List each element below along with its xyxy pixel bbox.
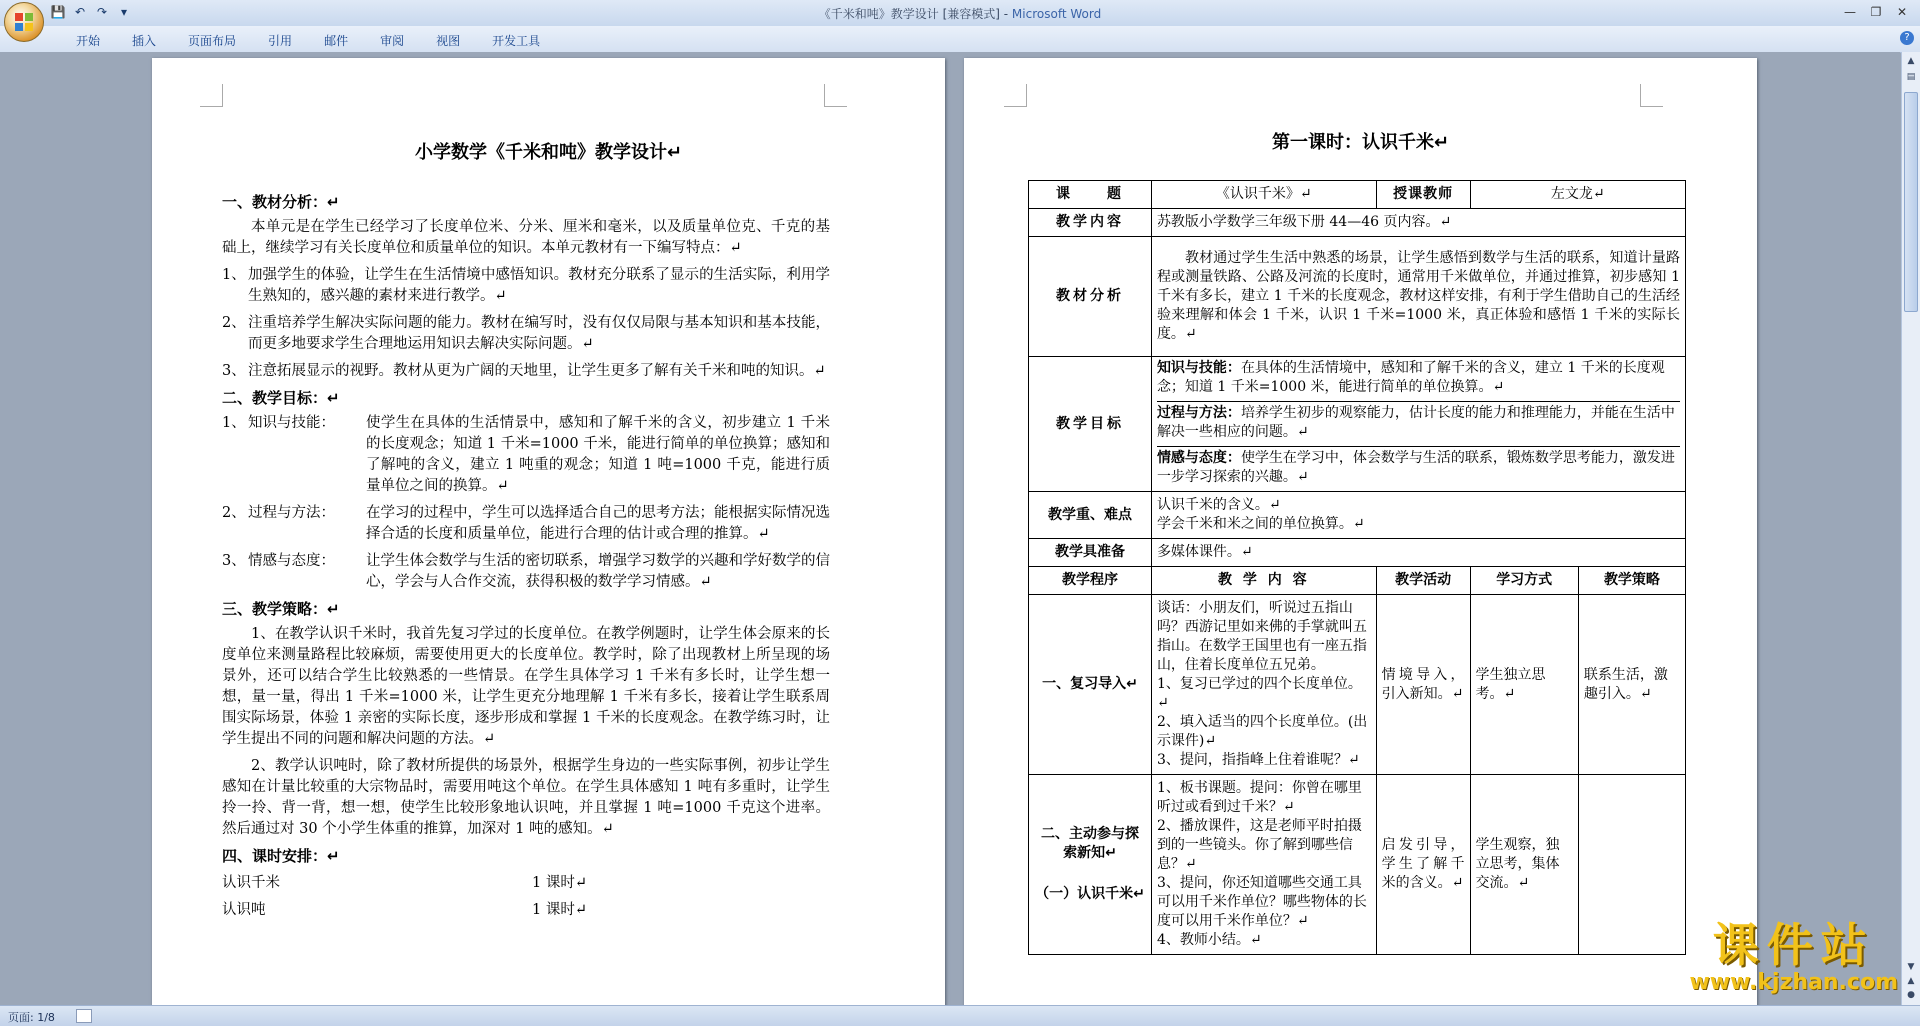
ribbon-tabs: [60, 30, 556, 51]
table-cell: 1、板书课题。提问：你曾在哪里听过或看到过千米？↵ 2、播放课件，这是老师平时拍摄到的一些镜头。你了解到哪些信息？↵ 3、提问，你还知道哪些交通工具可以用千米作单位？哪些物体的长度可以用千米作单位？↵ 4、教师小结。↵: [1151, 775, 1376, 955]
table-cell: [1578, 775, 1685, 955]
window-controls: [1838, 3, 1914, 21]
table-cell: 多媒体课件。↵: [1151, 539, 1685, 567]
table-row: [1029, 595, 1686, 775]
page-1-body[interactable]: [222, 186, 830, 921]
paragraph: 本单元是在学生已经学习了长度单位米、分米、厘米和毫米，以及质量单位克、千克的基础上，继续学习有关长度单位和质量单位的知识。本单元教材有一下编写特点：↵: [222, 219, 830, 256]
table-cell: 联系生活，激趣引入。↵: [1578, 595, 1685, 775]
table-row: [1029, 237, 1686, 357]
save-icon[interactable]: 💾: [50, 5, 66, 19]
tab-mailings[interactable]: 邮件: [324, 34, 349, 48]
table-cell: 教学程序: [1029, 567, 1152, 595]
table-row: [1029, 775, 1686, 955]
table-cell: 谈话：小朋友们，听说过五指山吗？西游记里如来佛的手掌就叫五指山。在数学王国里也有一座五指山，住着长度单位五兄弟。 1、复习已学过的四个长度单位。↵ 2、填入适当的四个长度单位。(出示课件)↵ 3、提问，指指峰上住着谁呢？↵: [1151, 595, 1376, 775]
lesson-plan-table[interactable]: [1028, 180, 1686, 955]
page-indicator[interactable]: 页面: 1/8: [8, 1011, 55, 1024]
ribbon: [0, 26, 1920, 53]
table-cell: 情境导入，引入新知。↵: [1376, 595, 1470, 775]
table-row: [1029, 567, 1686, 595]
list-item: 3、 注意拓展显示的视野。教材从更为广阔的天地里，让学生更多了解有关千米和吨的知识。↵: [222, 363, 826, 379]
table-cell: 教材分析: [1029, 237, 1152, 357]
table-row: [1029, 209, 1686, 237]
list-item: 2、 过程与方法： 在学习的过程中，学生可以选择适合自己的思考方法；能根据实际情况选择合适的长度和质量单位，能进行合理的估计或合理的推算。↵: [222, 505, 830, 542]
vertical-scrollbar[interactable]: [1901, 52, 1920, 1005]
table-row: [1029, 539, 1686, 567]
table-cell: 教 学 内 容: [1151, 567, 1376, 595]
section-heading: 三、教学策略：↵: [222, 600, 340, 618]
proofing-icon[interactable]: [76, 1009, 92, 1023]
margin-mark: [824, 84, 847, 107]
schedule-row: 认识吨 1 课时↵: [222, 902, 587, 918]
table-cell: [1151, 357, 1685, 492]
table-cell: 《认识千米》↵: [1151, 181, 1376, 209]
table-cell: 教学活动: [1376, 567, 1470, 595]
office-button[interactable]: [4, 2, 44, 42]
table-cell: 教学具准备: [1029, 539, 1152, 567]
tab-insert[interactable]: 插入: [132, 34, 157, 48]
table-cell: 苏教版小学数学三年级下册 44—46 页内容。↵: [1151, 209, 1685, 237]
margin-mark: [200, 84, 223, 107]
tab-references[interactable]: 引用: [268, 34, 293, 48]
table-cell: 教学内容: [1029, 209, 1152, 237]
goal-item: 情感与态度：使学生在学习中，体会数学与生活的联系，锻炼数学思考能力，激发进一步学习探索的兴趣。↵: [1156, 450, 1675, 485]
watermark-text: 课件站: [1712, 918, 1875, 972]
list-item: 1、 知识与技能： 使学生在具体的生活情景中，感知和了解千米的含义，初步建立 1 千米的长度观念；知道 1 千米=1000 千米，能进行简单的单位换算；感知和了解吨的含义，建立 1 吨重的观念；知道 1 吨=1000 千克，能进行质量单位之间的换算。↵: [222, 415, 830, 494]
table-cell: 授课教师: [1376, 181, 1470, 209]
section-heading: 四、课时安排：↵: [222, 847, 340, 865]
paragraph: 2、教学认识吨时，除了教材所提供的场景外，根据学生身边的一些实际事例，初步让学生感知在计量比较重的大宗物品时，需要用吨这个单位。在学生具体感知 1 吨有多重时，让学生拎一拎、背一背，想一想，使学生比较形象地认识吨，并且掌握 1 吨=1000 千克这个进率。然后通过对 30 个小学生体重的推算，加深对 1 吨的感知。↵: [222, 758, 830, 837]
window-title: 《千米和吨》教学设计 [兼容模式] - Microsoft Word: [818, 7, 1102, 21]
section-heading: 一、教材分析：↵: [222, 193, 340, 211]
tab-page-layout[interactable]: 页面布局: [188, 34, 237, 48]
table-cell: 左文龙↵: [1470, 181, 1686, 209]
tab-review[interactable]: 审阅: [380, 34, 405, 48]
table-cell: 一、复习导入↵: [1029, 595, 1152, 775]
table-cell: 课 题: [1029, 181, 1152, 209]
watermark-url: www.kjzhan.com: [1689, 970, 1898, 995]
list-item: 3、 情感与态度： 让学生体会数学与生活的密切联系，增强学习数学的兴趣和学好数学的信心，学会与人合作交流，获得积极的数学学习情感。↵: [222, 553, 830, 590]
table-cell: 学生观察，独立思考，集体交流。↵: [1470, 775, 1578, 955]
list-item: 2、 注重培养学生解决实际问题的能力。教材在编写时，没有仅仅局限与基本知识和基本技能，而更多地要求学生合理地运用知识去解决实际问题。↵: [222, 315, 830, 352]
redo-icon[interactable]: ↷: [96, 5, 108, 19]
analysis-text: 教材通过学生生活中熟悉的场景，让学生感悟到数学与生活的联系，知道计量路程或测量铁路、公路及河流的长度时，通常用千米做单位，并通过推算，初步感知 1 千米有多长，建立 1 千米的长度观念，教材这样安排，有利于学生借助自己的生活经验来理解和体会 1 千米，认识 1 千米=1000 米，真正体验和感悟 1 千米的实际长度。↵: [1156, 250, 1680, 342]
lesson-title: 第一课时：认识千米↵: [1271, 132, 1450, 153]
document-workspace: [0, 52, 1900, 1005]
section-heading: 二、教学目标：↵: [222, 389, 340, 407]
table-cell: 学习方式: [1470, 567, 1578, 595]
document-title: 小学数学《千米和吨》教学设计↵: [414, 142, 683, 163]
table-cell: 二、主动参与探索新知↵ （一）认识千米↵: [1029, 775, 1152, 955]
page-1: [152, 58, 945, 1005]
table-cell: 认识千米的含义。↵ 学会千米和米之间的单位换算。↵: [1151, 492, 1685, 539]
title-bar: [0, 0, 1920, 26]
scroll-thumb[interactable]: [1904, 92, 1918, 312]
tab-home[interactable]: 开始: [76, 34, 101, 48]
tab-view[interactable]: 视图: [436, 34, 461, 48]
table-cell: [1151, 237, 1685, 357]
help-icon[interactable]: ?: [1900, 31, 1914, 45]
goal-item: 知识与技能：在具体的生活情境中，感知和了解千米的含义，建立 1 千米的长度观念；知道 1 千米=1000 米，能进行简单的单位换算。↵: [1157, 357, 1680, 402]
ruler-toggle-icon[interactable]: ▤: [1906, 72, 1916, 82]
prev-page-icon[interactable]: ▲: [1907, 976, 1915, 986]
status-bar: [0, 1005, 1920, 1026]
watermark-logo: [1689, 920, 1898, 995]
browse-object-icon[interactable]: ●: [1907, 990, 1915, 1000]
table-cell: 启发引导，学生了解千米的含义。↵: [1376, 775, 1470, 955]
restore-icon[interactable]: ❐: [1870, 5, 1882, 19]
table-cell: 教学重、难点: [1029, 492, 1152, 539]
page-2: [964, 58, 1757, 1005]
margin-mark: [1004, 84, 1027, 107]
list-item: 1、 加强学生的体验，让学生在生活情境中感悟知识。教材充分联系了显示的生活实际，利用学生熟知的，感兴趣的素材来进行教学。↵: [222, 267, 830, 304]
table-cell: 教学目标: [1029, 357, 1152, 492]
office-logo-icon: [14, 12, 34, 32]
undo-icon[interactable]: ↶: [74, 5, 86, 19]
minimize-icon[interactable]: —: [1844, 5, 1856, 19]
goal-item: 过程与方法：培养学生初步的观察能力，估计长度的能力和推理能力，并能在生活中解决一些相应的问题。↵: [1157, 402, 1680, 447]
table-row: [1029, 181, 1686, 209]
close-icon[interactable]: ✕: [1896, 5, 1908, 19]
table-row: [1029, 492, 1686, 539]
scroll-down-icon[interactable]: ▼: [1907, 962, 1915, 972]
scroll-up-icon[interactable]: ▲: [1907, 56, 1915, 66]
customize-qat-icon[interactable]: ▾: [120, 5, 128, 19]
paragraph: 1、在教学认识千米时，我首先复习学过的长度单位。在教学例题时，让学生体会原来的长度单位来测量路程比较麻烦，需要使用更大的长度单位。教学时，除了出现教材上所呈现的场景外，还可以结合学生比较熟悉的一些情景。在学生具体学习 1 千米有多长时，让学生想一想，量一量，得出 1 千米=1000 米，让学生更充分地理解 1 千米有多长，接着让学生联系周围实际场景，体验 1 亲密的实际长度，逐步形成和掌握 1 千米的长度观念。在教学练习时，让学生提出不同的问题和解决问题的方法。↵: [222, 626, 830, 747]
table-cell: 学生独立思考。↵: [1470, 595, 1578, 775]
tab-developer[interactable]: 开发工具: [492, 34, 541, 48]
table-cell: 教学策略: [1578, 567, 1685, 595]
schedule-row: 认识千米 1 课时↵: [222, 875, 587, 891]
margin-mark: [1640, 84, 1663, 107]
table-row: [1029, 357, 1686, 492]
